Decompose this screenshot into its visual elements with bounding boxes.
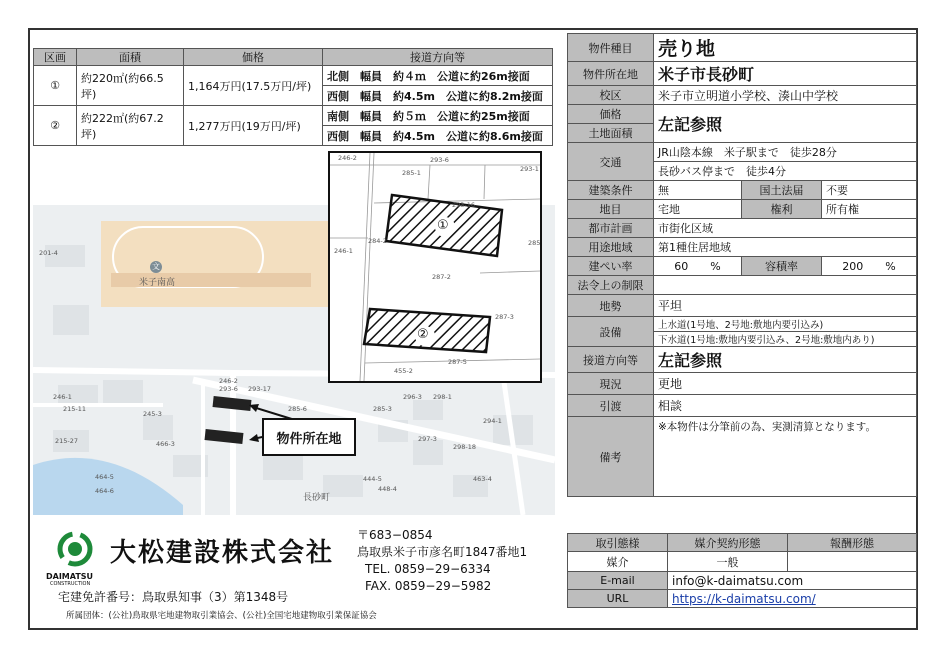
school-district-value: 米子市立明道小学校、湊山中学校	[654, 86, 917, 105]
lot-area: 約220㎡(約66.5坪)	[77, 66, 184, 106]
location-value: 米子市長砂町	[654, 62, 917, 86]
parcel-label: 463-4	[473, 475, 492, 483]
lot-number: ①	[34, 66, 77, 106]
parcel-label: 215-11	[63, 405, 87, 413]
lot-road: 北側 幅員 約４ｍ 公道に約26m接面	[323, 66, 553, 86]
inset-parcel: 246-1	[334, 247, 353, 255]
property-details	[567, 33, 917, 497]
legal-restriction-value	[654, 276, 917, 295]
inset-parcel: 285-1	[402, 169, 421, 177]
far-unit: %	[885, 260, 896, 273]
type-label: 物件種目	[568, 34, 654, 62]
parcel-label: 246-2	[219, 377, 238, 385]
member-organizations: 所属団体：(公社)鳥取県宅地建物取引業協会、(公社)全国宅地建物取引業保証協会	[66, 611, 377, 621]
parcel-label: 298-18	[453, 443, 477, 451]
bcr-label: 建ぺい率	[568, 257, 654, 276]
inset-lot-2: ②	[417, 327, 429, 342]
land-area-label: 土地面積	[568, 124, 654, 143]
daimatsu-logo-icon	[52, 530, 98, 572]
parcel-label: 294-1	[483, 417, 502, 425]
lot-road: 西側 幅員 約4.5m 公道に約8.2m接面	[323, 86, 553, 106]
lot-number: ②	[34, 106, 77, 146]
far-label: 容積率	[742, 257, 822, 276]
lot-price: 1,277万円(19万円/坪)	[184, 106, 323, 146]
location-label: 物件所在地	[568, 62, 654, 86]
logo-subtext: CONSTRUCTION	[50, 581, 91, 587]
school-label: 米子南高	[139, 278, 176, 288]
terrain-value: 平坦	[654, 295, 917, 317]
inset-parcel: 287-3	[495, 313, 514, 321]
lot-road: 西側 幅員 約4.5m 公道に約8.6m接面	[323, 126, 553, 146]
parcel-label: 246-1	[53, 393, 72, 401]
license-number: 宅建免許番号：鳥取県知事（3）第1348号	[58, 590, 289, 604]
transport-label: 交通	[568, 143, 654, 181]
road-access-label: 接道方向等	[568, 347, 654, 373]
road-header: 接道方向等	[323, 49, 553, 66]
parcel-label: 293-17	[248, 385, 272, 393]
notes-label: 備考	[568, 417, 654, 497]
parcel-label: 464-6	[95, 487, 114, 495]
parcel-label: 297-3	[418, 435, 437, 443]
company-zip: 〒683−0854	[357, 528, 433, 542]
plot-inset	[328, 151, 542, 383]
status-label: 現況	[568, 373, 654, 395]
company-tel: TEL. 0859−29−6334	[365, 562, 491, 576]
company-fax: FAX. 0859−29−5982	[365, 579, 492, 593]
facility-value-1: 上水道(1号地、2号地:敷地内要引込み)	[654, 317, 917, 332]
nla-label: 国土法届	[742, 181, 822, 200]
price-area-value: 左記参照	[654, 105, 917, 143]
inset-parcel: 293-1	[520, 165, 539, 173]
price-header: 価格	[184, 49, 323, 66]
land-category-label: 地目	[568, 200, 654, 219]
lot-area: 約222㎡(約67.2坪)	[77, 106, 184, 146]
school-track	[101, 221, 363, 307]
land-category-value: 宅地	[654, 200, 742, 219]
city-planning-value: 市街化区域	[654, 219, 917, 238]
status-value: 更地	[654, 373, 917, 395]
school-icon: 文	[152, 262, 160, 271]
price-label: 価格	[568, 105, 654, 124]
email-label: E-mail	[568, 572, 668, 590]
inset-parcel: 293-6	[430, 156, 449, 164]
parcel-label: 298-1	[433, 393, 452, 401]
email-link[interactable]: info@k-daimatsu.com	[668, 572, 917, 590]
school-district-label: 校区	[568, 86, 654, 105]
far-value: 200	[842, 260, 864, 273]
inset-parcel: 285	[528, 239, 541, 247]
contract-type-value: 一般	[668, 552, 788, 572]
company-name: 大松建設株式会社	[110, 538, 335, 568]
zoning-value: 第1種住居地域	[654, 238, 917, 257]
property-location-callout: 物件所在地	[262, 418, 356, 456]
parcel-label: 464-5	[95, 473, 114, 481]
school-area	[101, 221, 363, 307]
company-address-block	[357, 527, 527, 595]
inset-parcel: 455-2	[394, 367, 413, 375]
build-condition-label: 建築条件	[568, 181, 654, 200]
transport-value-2: 長砂バス停まで 徒歩4分	[654, 162, 917, 181]
website-link[interactable]: https://k-daimatsu.com/	[668, 590, 917, 608]
transport-value-1: JR山陰本線 米子駅まで 徒歩28分	[654, 143, 917, 162]
city-planning-label: 都市計画	[568, 219, 654, 238]
parcel-label: 285-3	[373, 405, 392, 413]
parcel-label: 285-6	[288, 405, 307, 413]
legal-restriction-label: 法令上の制限	[568, 276, 654, 295]
type-value: 売り地	[654, 34, 917, 62]
lot-table	[33, 48, 553, 146]
fee-type-value	[788, 552, 917, 572]
inset-parcel: 287-5	[448, 358, 467, 366]
contract-type-header: 媒介契約形態	[668, 534, 788, 552]
bcr-unit: %	[710, 260, 721, 273]
area-header: 面積	[77, 49, 184, 66]
build-condition-value: 無	[654, 181, 742, 200]
inset-parcel: 293-16	[452, 201, 476, 209]
area-label: 長砂町	[303, 493, 331, 503]
rights-label: 権利	[742, 200, 822, 219]
logo-text: DAIMATSU	[46, 572, 94, 581]
company-logo	[46, 530, 98, 587]
terrain-label: 地勢	[568, 295, 654, 317]
facility-value-2: 下水道(1号地:敷地内要引込み、2号地:敷地内あり)	[654, 332, 917, 347]
road-access-value: 左記参照	[654, 347, 917, 373]
parcel-label: 444-5	[363, 475, 382, 483]
delivery-label: 引渡	[568, 395, 654, 417]
transaction-table	[567, 533, 917, 608]
nla-value: 不要	[822, 181, 917, 200]
parcel-label: 245-3	[143, 410, 162, 418]
rights-value: 所有権	[822, 200, 917, 219]
notes-value: ※本物件は分筆前の為、実測清算となります。	[654, 417, 917, 497]
transaction-type-header: 取引態様	[568, 534, 668, 552]
transaction-type-value: 媒介	[568, 552, 668, 572]
parcel-label: 466-3	[156, 440, 175, 448]
company-address: 鳥取県米子市彦名町1847番地1	[357, 545, 528, 559]
url-label: URL	[568, 590, 668, 608]
inset-parcel: 246-2	[338, 154, 357, 162]
lot-road: 南側 幅員 約５ｍ 公道に約25m接面	[323, 106, 553, 126]
inset-lot-1: ①	[437, 218, 449, 233]
parcel-label: 448-4	[378, 485, 397, 493]
parcel-label: 201-4	[39, 249, 58, 257]
plot-drawing	[330, 153, 540, 381]
parcel-label: 293-6	[219, 385, 238, 393]
lot-header: 区画	[34, 49, 77, 66]
zoning-label: 用途地域	[568, 238, 654, 257]
lot-price: 1,164万円(17.5万円/坪)	[184, 66, 323, 106]
delivery-value: 相談	[654, 395, 917, 417]
inset-parcel: 287-2	[432, 273, 451, 281]
facility-label: 設備	[568, 317, 654, 347]
parcel-label: 296-3	[403, 393, 422, 401]
inset-parcel: 284-2	[368, 237, 387, 245]
bcr-value: 60	[674, 260, 689, 273]
fee-type-header: 報酬形態	[788, 534, 917, 552]
parcel-label: 215-27	[55, 437, 79, 445]
